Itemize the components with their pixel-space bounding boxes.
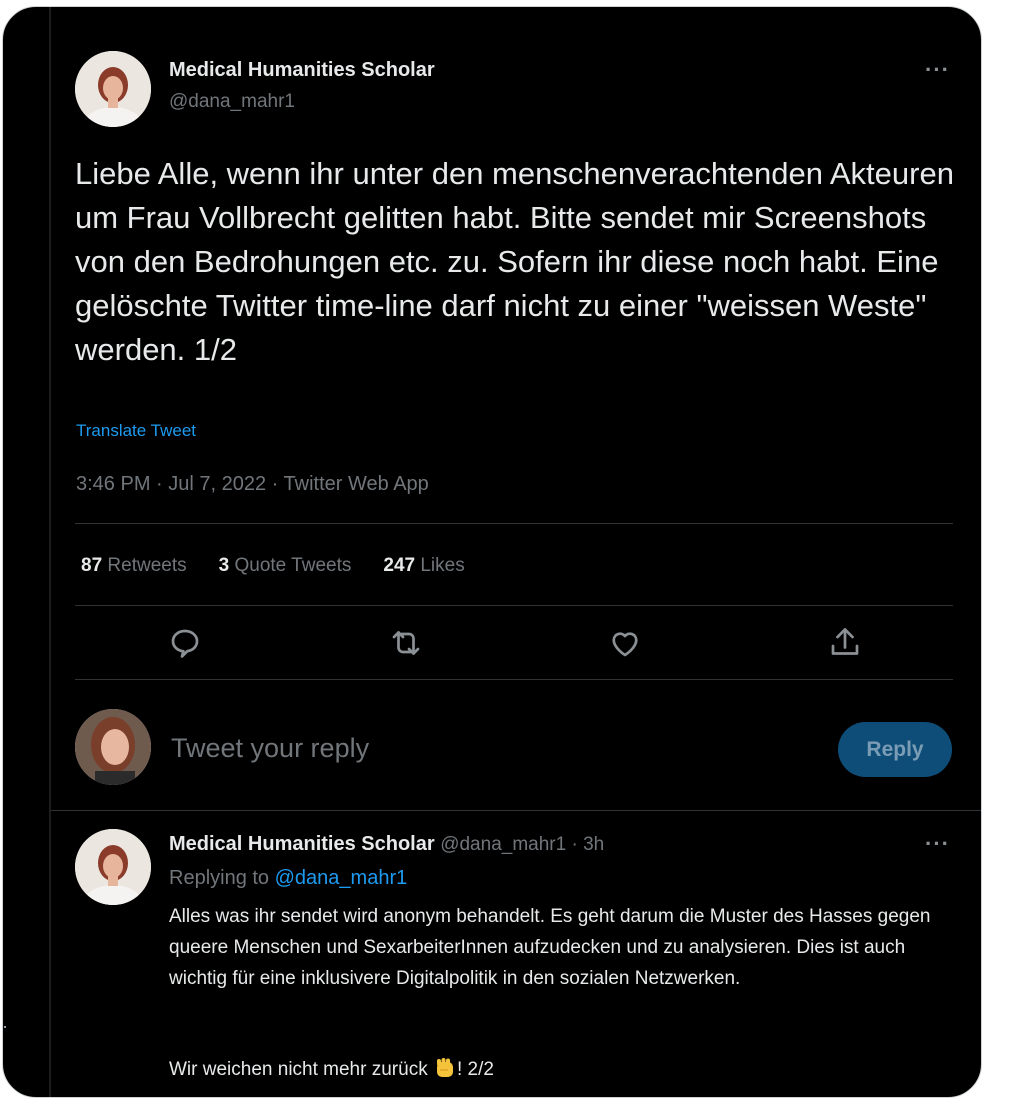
section-divider — [51, 810, 981, 811]
tweet-text: Liebe Alle, wenn ihr unter den menschenverachtenden Akteuren um Frau Vollbrecht gelitten habt. Bitte sendet mir Screenshots von den Bedrohungen etc. zu. Sofern ihr diese noch habt. Eine gelöschte Twitter time-line darf nicht zu einer "weissen Weste" werden. 1/2 — [75, 156, 954, 367]
retweets-label: Retweets — [107, 555, 187, 576]
share-icon[interactable] — [827, 625, 863, 661]
likes-stat[interactable] — [383, 555, 464, 577]
retweets-stat[interactable] — [81, 555, 187, 577]
raised-fist-icon — [433, 1056, 457, 1080]
quote-tweets-stat[interactable] — [219, 555, 352, 577]
reply-author-avatar[interactable] — [75, 829, 151, 905]
replying-mention-link[interactable]: @dana_mahr1 — [274, 867, 408, 889]
user-avatar[interactable] — [75, 709, 151, 785]
author-avatar[interactable] — [75, 51, 151, 127]
replying-prefix: Replying to — [169, 867, 270, 889]
thread-line — [49, 7, 51, 1097]
reply-author-name[interactable]: Medical Humanities Scholar — [169, 833, 435, 855]
retweet-icon[interactable] — [388, 625, 424, 661]
reply-button[interactable]: Reply — [838, 722, 952, 777]
tweet-timestamp[interactable]: 3:46 PM · Jul 7, 2022 · Twitter Web App — [76, 473, 429, 495]
divider — [75, 523, 953, 524]
reply-text: Alles was ihr sendet wird anonym behandelt. Es geht darum die Muster des Hasses gegen queere Menschen und SexarbeiterInnen aufzudecken und zu analysieren. Dies ist auch wichtig für eine inklusivere Digitalpolitik in den sozialen Netzwerken. — [169, 906, 931, 989]
reply-input[interactable]: Tweet your reply — [171, 733, 370, 763]
more-options-icon[interactable]: ··· — [925, 57, 950, 82]
reply-more-options-icon[interactable]: ··· — [925, 831, 950, 856]
tweet-stats — [81, 555, 465, 577]
retweets-count: 87 — [81, 555, 103, 576]
divider — [75, 679, 953, 680]
reply-icon[interactable] — [167, 625, 203, 661]
divider — [75, 605, 953, 606]
quotes-count: 3 — [218, 555, 230, 576]
likes-count: 247 — [383, 555, 416, 576]
reply-closing-suffix: ! 2/2 — [456, 1059, 494, 1080]
reply-header — [169, 833, 604, 856]
reply-closing-text: Wir weichen nicht mehr zurück — [169, 1059, 428, 1080]
like-icon[interactable] — [607, 625, 643, 661]
author-name[interactable]: Medical Humanities Scholar — [169, 59, 435, 81]
scroll-mark — [4, 1026, 6, 1028]
quotes-label: Quote Tweets — [234, 555, 352, 576]
replying-to — [169, 867, 407, 890]
reply-author-handle[interactable]: @dana_mahr1 · 3h — [440, 834, 605, 855]
tweet-card — [2, 6, 982, 1098]
author-handle[interactable]: @dana_mahr1 — [169, 91, 295, 112]
likes-label: Likes — [420, 555, 465, 576]
reply-text-closing — [169, 1054, 494, 1085]
translate-tweet-link[interactable]: Translate Tweet — [76, 421, 197, 440]
